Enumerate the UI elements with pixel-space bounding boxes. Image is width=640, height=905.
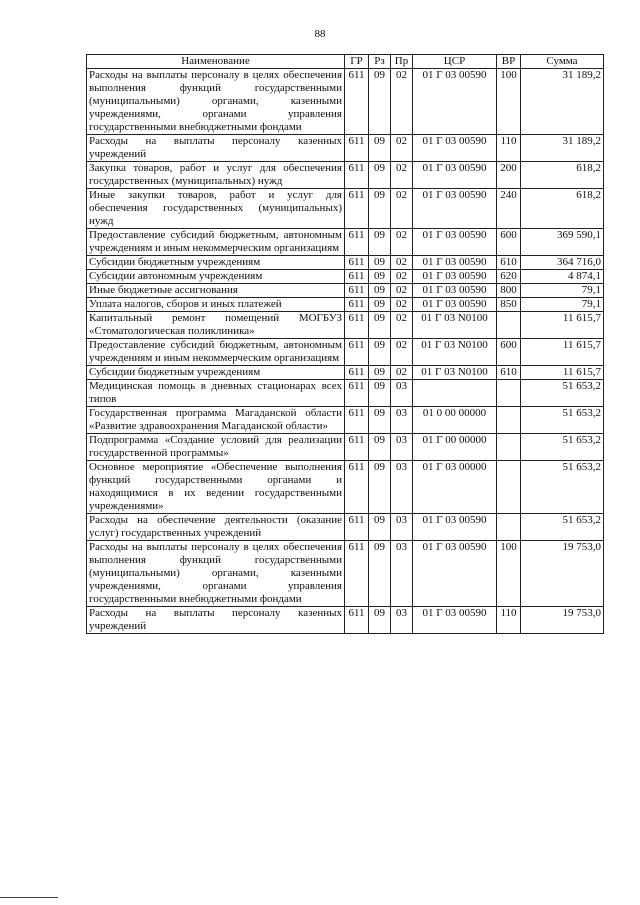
cell-name: Иные бюджетные ассигнования xyxy=(87,284,345,298)
cell-pr: 03 xyxy=(391,541,413,607)
cell-name: Субсидии бюджетным учреждениям xyxy=(87,366,345,380)
cell-pr: 03 xyxy=(391,607,413,634)
table-row xyxy=(87,380,604,407)
cell-vr: 610 xyxy=(497,366,521,380)
table-row xyxy=(87,162,604,189)
cell-sum: 51 653,2 xyxy=(521,461,604,514)
cell-csr: 01 Г 03 00590 xyxy=(413,189,497,229)
cell-name: Расходы на выплаты персоналу в целях обеспечения выполнения функций государственными (муниципальными) органами, казенными учреждениями, органами управления государственными внебюджетными фондами xyxy=(87,541,345,607)
cell-name: Расходы на выплаты персоналу казенных учреждений xyxy=(87,607,345,634)
cell-gr: 611 xyxy=(345,189,369,229)
cell-sum: 11 615,7 xyxy=(521,339,604,366)
cell-rz: 09 xyxy=(369,461,391,514)
cell-vr: 100 xyxy=(497,69,521,135)
cell-rz: 09 xyxy=(369,434,391,461)
cell-pr: 02 xyxy=(391,229,413,256)
cell-csr: 01 Г 03 00590 xyxy=(413,514,497,541)
cell-pr: 02 xyxy=(391,69,413,135)
table-row xyxy=(87,434,604,461)
cell-gr: 611 xyxy=(345,162,369,189)
cell-pr: 02 xyxy=(391,270,413,284)
cell-sum: 11 615,7 xyxy=(521,366,604,380)
cell-vr: 800 xyxy=(497,284,521,298)
table-row xyxy=(87,135,604,162)
table-row xyxy=(87,298,604,312)
page-number: 88 xyxy=(314,28,326,40)
table-row xyxy=(87,229,604,256)
cell-name: Расходы на выплаты персоналу казенных учреждений xyxy=(87,135,345,162)
cell-vr: 600 xyxy=(497,229,521,256)
cell-rz: 09 xyxy=(369,541,391,607)
cell-csr: 01 Г 03 00590 xyxy=(413,135,497,162)
table-body xyxy=(87,69,604,634)
cell-pr: 02 xyxy=(391,284,413,298)
cell-rz: 09 xyxy=(369,339,391,366)
cell-rz: 09 xyxy=(369,135,391,162)
table-header-row xyxy=(87,55,604,69)
table-row xyxy=(87,461,604,514)
cell-pr: 03 xyxy=(391,380,413,407)
cell-name: Основное мероприятие «Обеспечение выполнения функций государственными органами и находящимися в их ведении государственными учреждениями» xyxy=(87,461,345,514)
cell-vr: 600 xyxy=(497,339,521,366)
header-gr: ГР xyxy=(345,55,369,69)
cell-gr: 611 xyxy=(345,69,369,135)
header-csr: ЦСР xyxy=(413,55,497,69)
cell-pr: 03 xyxy=(391,434,413,461)
cell-rz: 09 xyxy=(369,514,391,541)
cell-rz: 09 xyxy=(369,229,391,256)
cell-name: Капитальный ремонт помещений МОГБУЗ «Стоматологическая поликлиника» xyxy=(87,312,345,339)
table-row xyxy=(87,256,604,270)
cell-gr: 611 xyxy=(345,380,369,407)
cell-rz: 09 xyxy=(369,69,391,135)
cell-rz: 09 xyxy=(369,607,391,634)
footer-rule xyxy=(0,897,58,898)
cell-vr xyxy=(497,434,521,461)
header-vr: ВР xyxy=(497,55,521,69)
cell-rz: 09 xyxy=(369,162,391,189)
cell-rz: 09 xyxy=(369,380,391,407)
cell-vr xyxy=(497,514,521,541)
cell-gr: 611 xyxy=(345,284,369,298)
cell-csr: 01 0 00 00000 xyxy=(413,407,497,434)
cell-pr: 02 xyxy=(391,189,413,229)
cell-csr: 01 Г 03 00000 xyxy=(413,461,497,514)
cell-pr: 02 xyxy=(391,256,413,270)
cell-gr: 611 xyxy=(345,256,369,270)
cell-gr: 611 xyxy=(345,312,369,339)
table-row xyxy=(87,312,604,339)
cell-csr: 01 Г 03 00590 xyxy=(413,69,497,135)
cell-gr: 611 xyxy=(345,366,369,380)
cell-vr: 200 xyxy=(497,162,521,189)
cell-gr: 611 xyxy=(345,607,369,634)
table-row xyxy=(87,514,604,541)
cell-sum: 364 716,0 xyxy=(521,256,604,270)
cell-vr: 110 xyxy=(497,135,521,162)
cell-vr: 610 xyxy=(497,256,521,270)
cell-vr xyxy=(497,380,521,407)
cell-rz: 09 xyxy=(369,312,391,339)
cell-vr: 240 xyxy=(497,189,521,229)
cell-vr: 620 xyxy=(497,270,521,284)
cell-vr: 850 xyxy=(497,298,521,312)
cell-csr: 01 Г 03 00590 xyxy=(413,229,497,256)
cell-sum: 79,1 xyxy=(521,284,604,298)
cell-sum: 369 590,1 xyxy=(521,229,604,256)
budget-table xyxy=(86,54,604,634)
cell-name: Предоставление субсидий бюджетным, автономным учреждениям и иным некоммерческим организациям xyxy=(87,339,345,366)
cell-sum: 4 874,1 xyxy=(521,270,604,284)
cell-pr: 02 xyxy=(391,162,413,189)
cell-gr: 611 xyxy=(345,135,369,162)
cell-csr: 01 Г 03 00590 xyxy=(413,162,497,189)
cell-csr: 01 Г 03 00590 xyxy=(413,256,497,270)
cell-vr xyxy=(497,461,521,514)
table-row xyxy=(87,407,604,434)
cell-sum: 31 189,2 xyxy=(521,69,604,135)
cell-vr: 100 xyxy=(497,541,521,607)
header-pr: Пр xyxy=(391,55,413,69)
cell-pr: 02 xyxy=(391,135,413,162)
cell-pr: 02 xyxy=(391,339,413,366)
cell-sum: 618,2 xyxy=(521,162,604,189)
cell-pr: 03 xyxy=(391,514,413,541)
cell-name: Расходы на выплаты персоналу в целях обеспечения выполнения функций государственными (муниципальными) органами, казенными учреждениями, органами управления государственными внебюджетными фондами xyxy=(87,69,345,135)
cell-sum: 31 189,2 xyxy=(521,135,604,162)
cell-sum: 51 653,2 xyxy=(521,380,604,407)
table-row xyxy=(87,284,604,298)
header-rz: Рз xyxy=(369,55,391,69)
cell-rz: 09 xyxy=(369,284,391,298)
cell-csr: 01 Г 03 00590 xyxy=(413,270,497,284)
cell-sum: 79,1 xyxy=(521,298,604,312)
cell-csr: 01 Г 00 00000 xyxy=(413,434,497,461)
header-sum: Сумма xyxy=(521,55,604,69)
cell-name: Иные закупки товаров, работ и услуг для обеспечения государственных (муниципальных) нужд xyxy=(87,189,345,229)
cell-csr: 01 Г 03 00590 xyxy=(413,607,497,634)
cell-pr: 02 xyxy=(391,366,413,380)
cell-pr: 02 xyxy=(391,312,413,339)
cell-csr: 01 Г 03 N0100 xyxy=(413,312,497,339)
cell-vr xyxy=(497,407,521,434)
cell-gr: 611 xyxy=(345,461,369,514)
cell-name: Подпрограмма «Создание условий для реализации государственной программы» xyxy=(87,434,345,461)
table-row xyxy=(87,607,604,634)
cell-gr: 611 xyxy=(345,514,369,541)
cell-name: Расходы на обеспечение деятельности (оказание услуг) государственных учреждений xyxy=(87,514,345,541)
cell-name: Предоставление субсидий бюджетным, автономным учреждениям и иным некоммерческим организациям xyxy=(87,229,345,256)
cell-rz: 09 xyxy=(369,270,391,284)
cell-gr: 611 xyxy=(345,407,369,434)
table-row xyxy=(87,189,604,229)
cell-sum: 19 753,0 xyxy=(521,607,604,634)
cell-name: Субсидии автономным учреждениям xyxy=(87,270,345,284)
cell-sum: 19 753,0 xyxy=(521,541,604,607)
cell-sum: 51 653,2 xyxy=(521,434,604,461)
cell-gr: 611 xyxy=(345,298,369,312)
table-row xyxy=(87,69,604,135)
cell-pr: 03 xyxy=(391,461,413,514)
header-name: Наименование xyxy=(87,55,345,69)
cell-gr: 611 xyxy=(345,434,369,461)
cell-vr xyxy=(497,312,521,339)
cell-gr: 611 xyxy=(345,270,369,284)
cell-name: Субсидии бюджетным учреждениям xyxy=(87,256,345,270)
cell-name: Медицинская помощь в дневных стационарах всех типов xyxy=(87,380,345,407)
cell-csr: 01 Г 03 N0100 xyxy=(413,339,497,366)
cell-gr: 611 xyxy=(345,541,369,607)
cell-name: Закупка товаров, работ и услуг для обеспечения государственных (муниципальных) нужд xyxy=(87,162,345,189)
cell-rz: 09 xyxy=(369,298,391,312)
cell-sum: 618,2 xyxy=(521,189,604,229)
cell-rz: 09 xyxy=(369,366,391,380)
cell-pr: 02 xyxy=(391,298,413,312)
table-row xyxy=(87,541,604,607)
cell-csr: 01 Г 03 00590 xyxy=(413,284,497,298)
cell-csr: 01 Г 03 00590 xyxy=(413,298,497,312)
cell-sum: 11 615,7 xyxy=(521,312,604,339)
cell-rz: 09 xyxy=(369,189,391,229)
table-row xyxy=(87,339,604,366)
cell-gr: 611 xyxy=(345,339,369,366)
cell-csr xyxy=(413,380,497,407)
cell-pr: 03 xyxy=(391,407,413,434)
table-row xyxy=(87,270,604,284)
cell-name: Уплата налогов, сборов и иных платежей xyxy=(87,298,345,312)
cell-vr: 110 xyxy=(497,607,521,634)
cell-gr: 611 xyxy=(345,229,369,256)
cell-csr: 01 Г 03 N0100 xyxy=(413,366,497,380)
cell-sum: 51 653,2 xyxy=(521,407,604,434)
cell-rz: 09 xyxy=(369,407,391,434)
cell-csr: 01 Г 03 00590 xyxy=(413,541,497,607)
table-row xyxy=(87,366,604,380)
cell-rz: 09 xyxy=(369,256,391,270)
cell-name: Государственная программа Магаданской области «Развитие здравоохранения Магаданской области» xyxy=(87,407,345,434)
cell-sum: 51 653,2 xyxy=(521,514,604,541)
